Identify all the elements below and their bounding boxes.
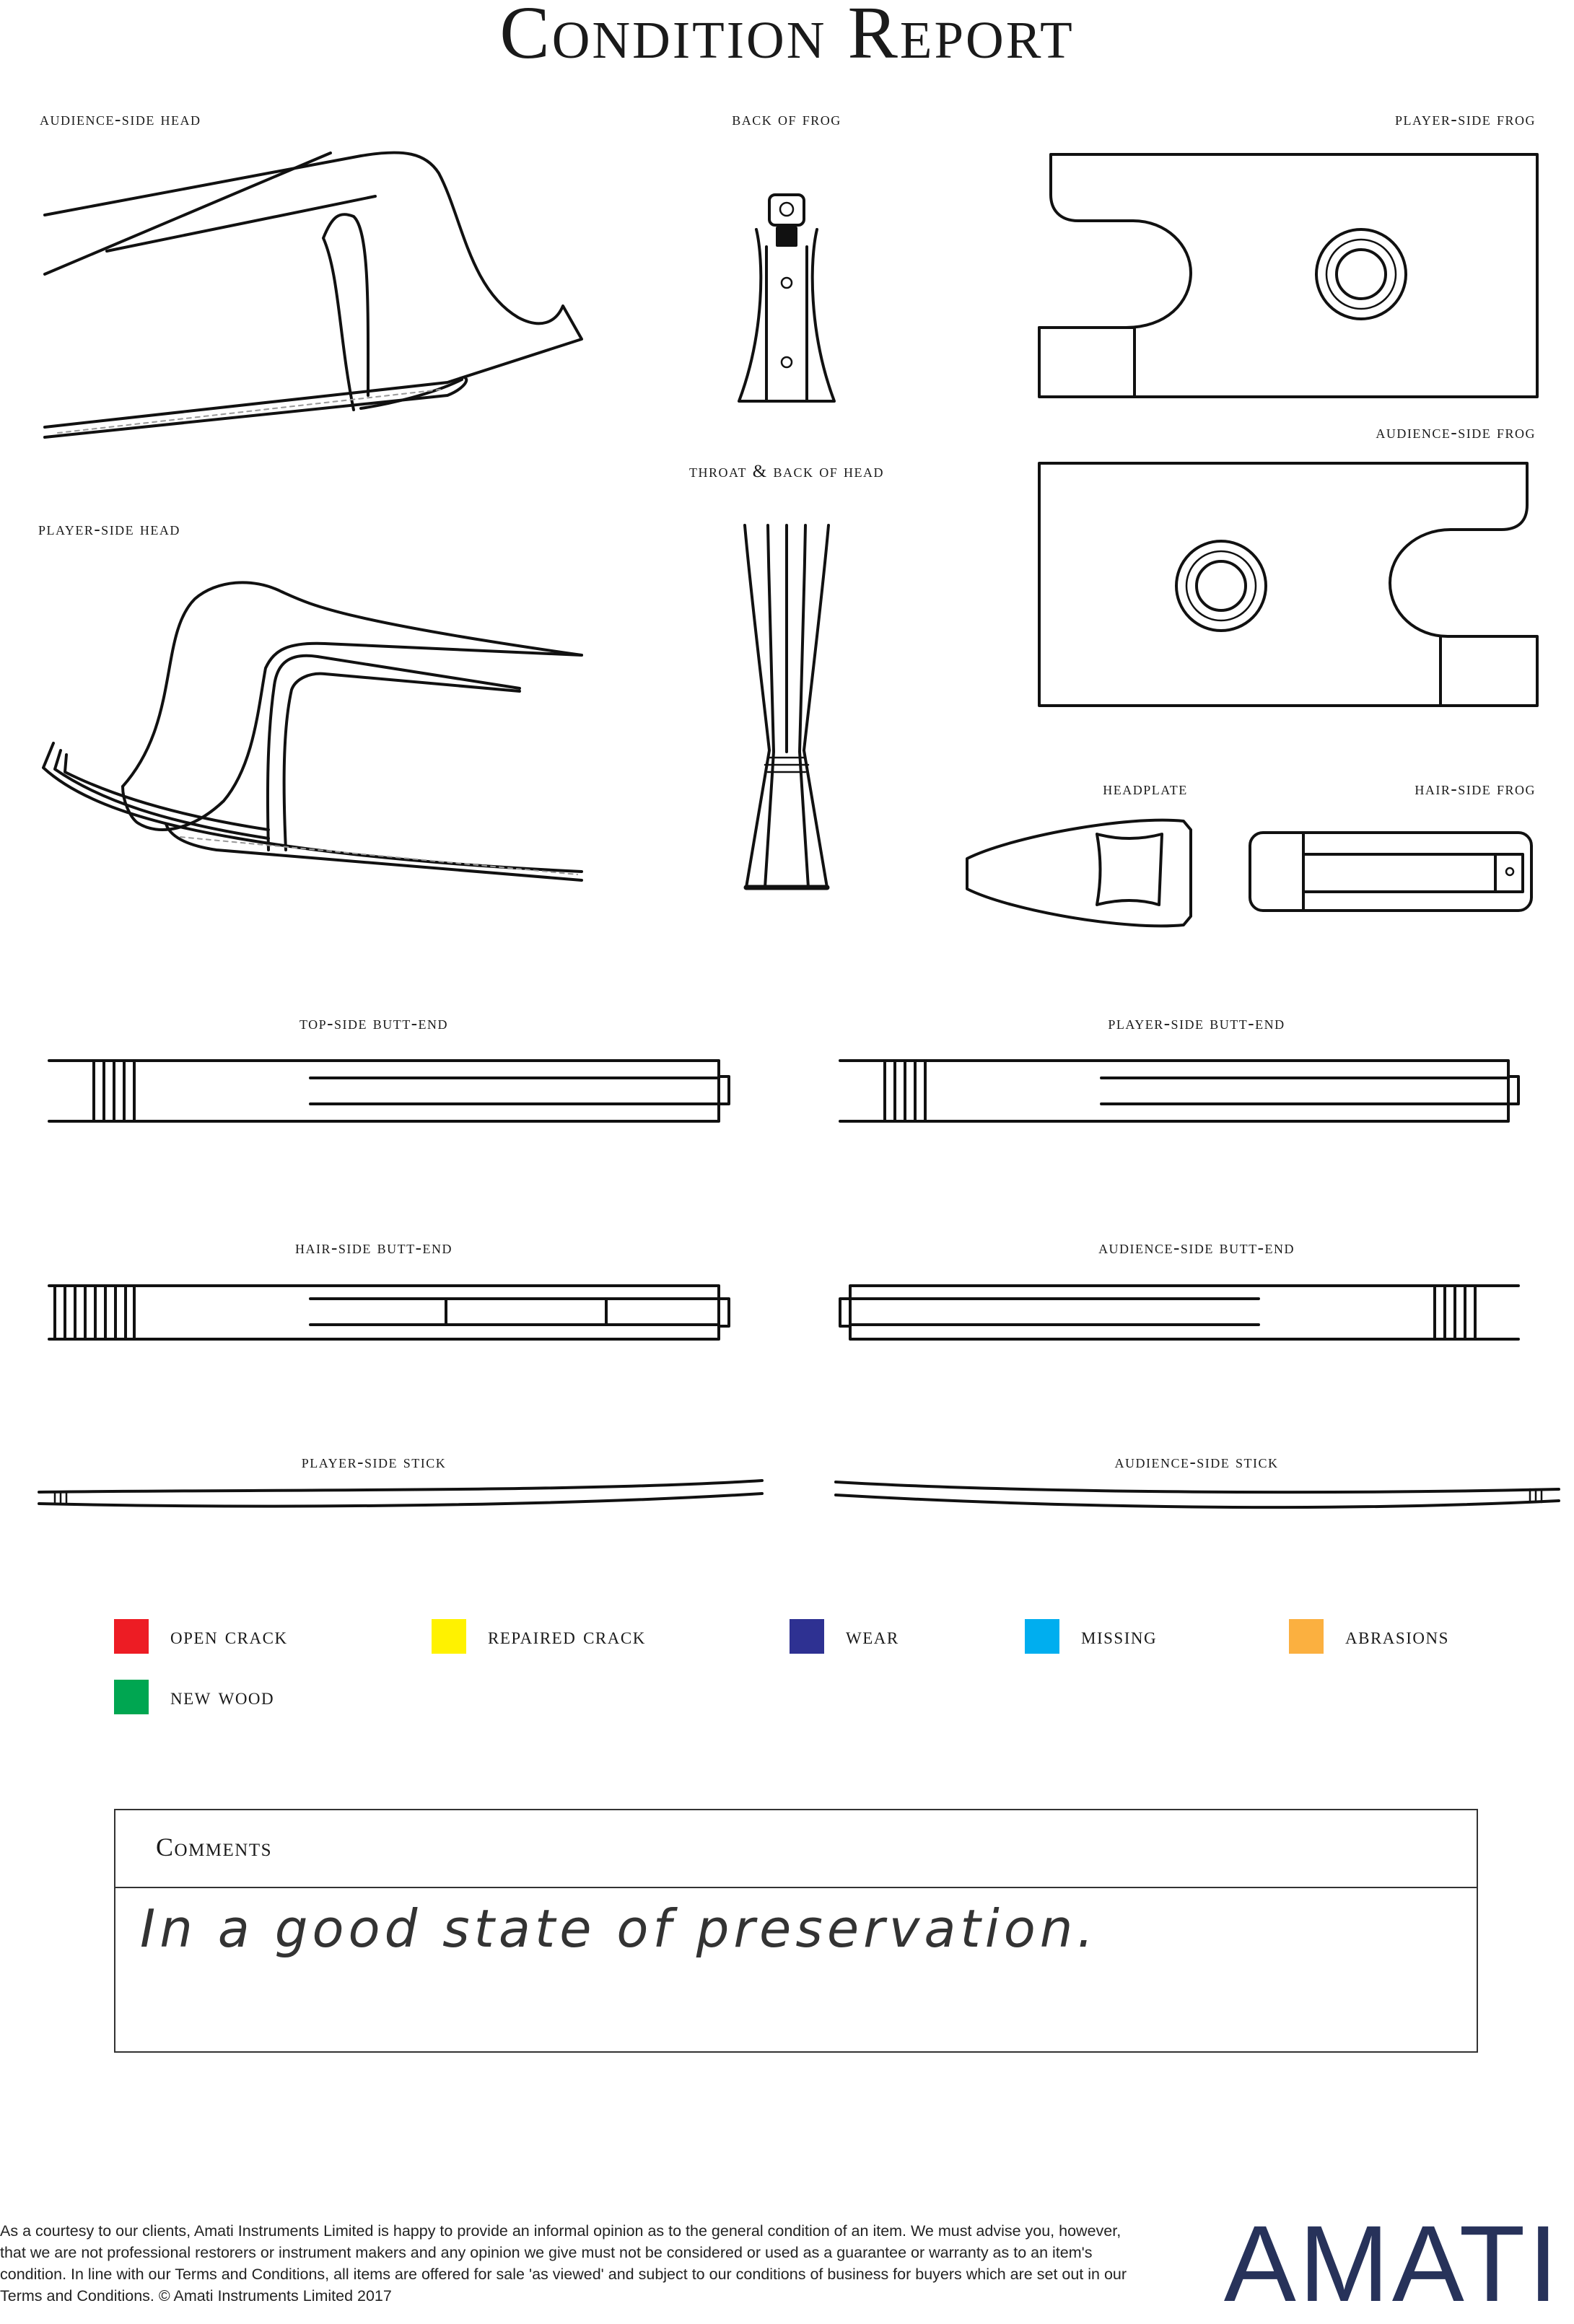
label-player-side-stick: player-side stick <box>301 1452 447 1472</box>
legend-swatch-wear <box>790 1619 824 1654</box>
label-hair-side-frog: hair-side frog <box>1415 779 1536 799</box>
legend-swatch-missing <box>1025 1619 1059 1654</box>
legend-new-wood: new wood <box>114 1680 274 1714</box>
audience-side-head-drawing <box>45 152 582 437</box>
audience-side-stick-drawing <box>836 1482 1559 1507</box>
legend-repaired-crack: repaired crack <box>432 1619 646 1654</box>
label-audience-side-butt-end: audience-side butt-end <box>1098 1238 1295 1258</box>
legend-abrasions: abrasions <box>1289 1619 1449 1654</box>
player-side-butt-end-drawing <box>840 1061 1518 1121</box>
disclaimer-text: As a courtesy to our clients, Amati Instruments Limited is happy to provide an informal opinion as to the general condition of an item. We must advise you, however, that we are not professional restorers or instrument makers and any opinion we give must not be considered or used as a guarantee or warranty as to an item's condition. In line with our Terms and Conditions, all items are offered for sale 'as viewed' and subject to our conditions of business for buyers which are set out in our Terms and Conditions. © Amati Instruments Limited 2017 <box>0 2222 1127 2305</box>
player-side-head-drawing <box>43 582 582 880</box>
label-audience-side-head: audience-side head <box>40 110 201 129</box>
legend-open-crack: open crack <box>114 1619 288 1654</box>
label-back-of-frog: back of frog <box>732 110 841 129</box>
audience-side-frog-drawing <box>1039 463 1537 706</box>
hair-side-frog-drawing <box>1250 833 1531 911</box>
label-throat-back-of-head: throat & back of head <box>689 462 884 481</box>
legend-swatch-new-wood <box>114 1680 149 1714</box>
audience-side-butt-end-drawing <box>840 1286 1518 1339</box>
throat-drawing <box>745 525 828 887</box>
comments-body <box>115 1888 1477 2053</box>
label-audience-side-frog: audience-side frog <box>1376 423 1536 442</box>
comments-box <box>114 1809 1478 2053</box>
amati-logo: AMATI <box>1223 2203 1561 2324</box>
legend-swatch-abrasions <box>1289 1619 1324 1654</box>
legend-swatch-open-crack <box>114 1619 149 1654</box>
comments-heading: Comments <box>115 1810 1477 1888</box>
headplate-drawing <box>967 820 1191 926</box>
top-side-butt-end-drawing <box>49 1061 729 1121</box>
player-side-frog-drawing <box>1039 154 1537 397</box>
comments-text: In a good state of preservation. <box>140 1898 1098 1959</box>
legend-wear: wear <box>790 1619 899 1654</box>
hair-side-butt-end-drawing <box>49 1286 729 1339</box>
player-side-stick-drawing <box>39 1481 762 1507</box>
back-of-frog-drawing <box>739 195 834 401</box>
page-title: Condition Report <box>499 0 1075 74</box>
label-player-side-butt-end: player-side butt-end <box>1108 1014 1285 1033</box>
label-player-side-head: player-side head <box>38 519 180 539</box>
label-top-side-butt-end: top-side butt-end <box>299 1014 449 1033</box>
legend-missing: missing <box>1025 1619 1157 1654</box>
legend-swatch-repaired-crack <box>432 1619 466 1654</box>
label-audience-side-stick: audience-side stick <box>1114 1452 1279 1472</box>
label-player-side-frog: player-side frog <box>1395 110 1536 129</box>
label-headplate: headplate <box>1103 779 1188 799</box>
label-hair-side-butt-end: hair-side butt-end <box>295 1238 452 1258</box>
